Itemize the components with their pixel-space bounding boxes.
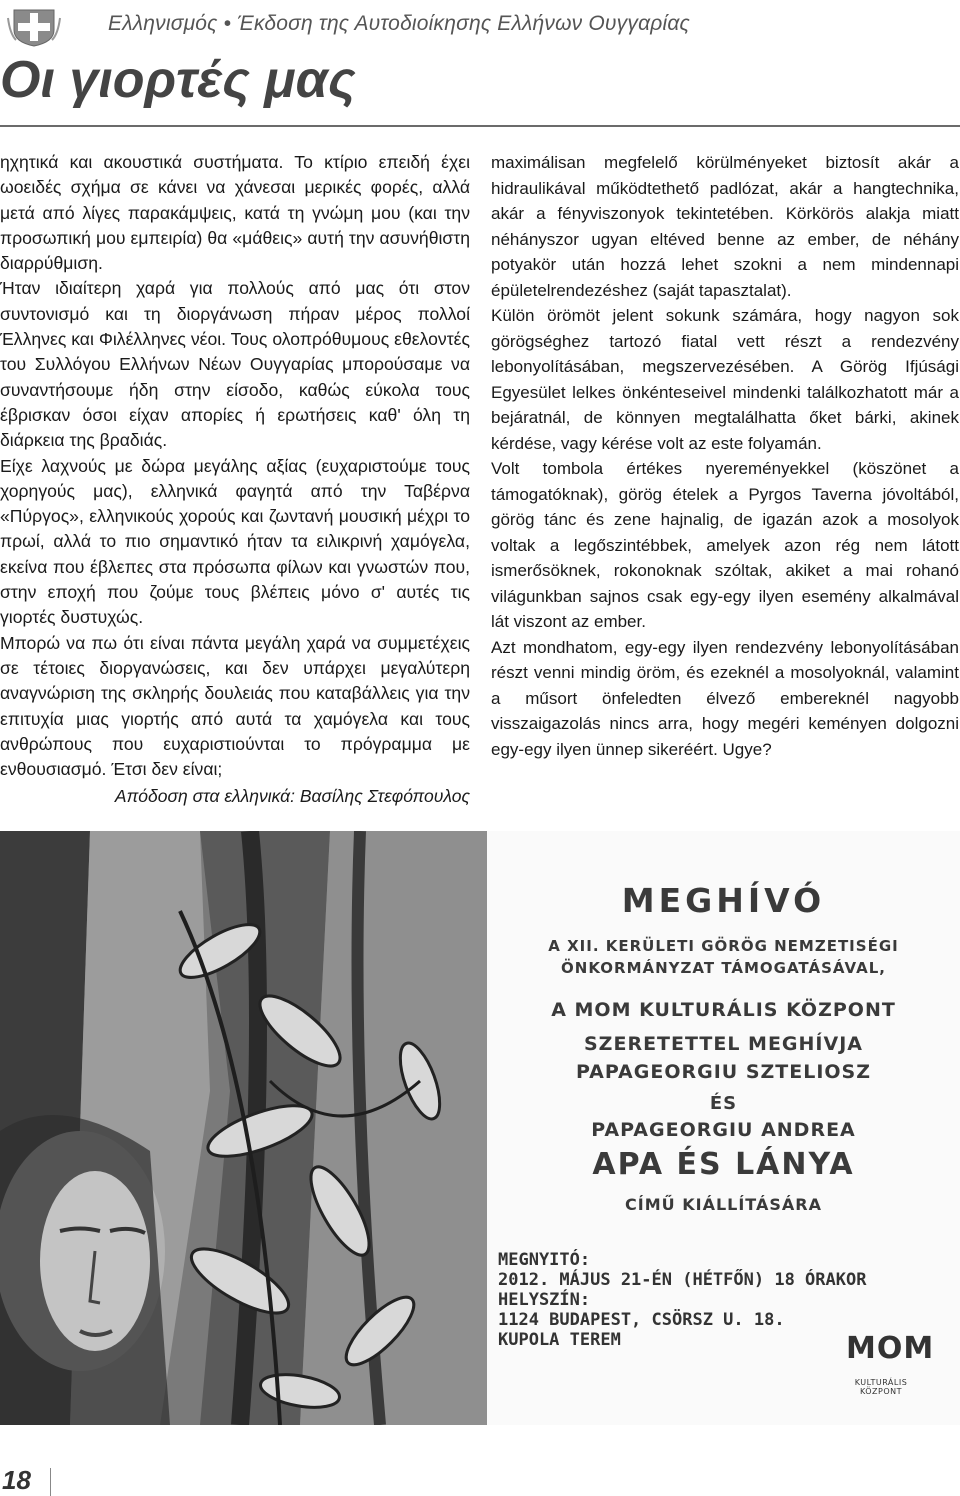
greek-paragraph-3: Είχε λαχνούς με δώρα μεγάλης αξίας (ευχαριστούμε τους χορηγούς μας), ελληνικά φαγητά από την Ταβέρνα «Πύργος», ελληνικούς χορούς και ζωντανή μουσική μέχρι το πρωί, αλλά το πιο σημαντικό ήταν τα ειλικρινή χαμόγελα, εκείνα που έβλεπες στα πρόσωπα φίλων και γνωστών που, στην εποχή που ζούμε τους βλέπεις μόνο σ' αυτές τις γιορτές δυστυχώς.: [0, 455, 470, 628]
hungarian-article-column: [491, 150, 959, 762]
invitation-line-8: APA ÉS LÁNYA: [592, 1147, 855, 1182]
mom-logo-sub-2: KÖZPONT: [859, 1387, 903, 1396]
opening-date: 2012. MÁJUS 21-ÉN (HÉTFŐN) 18 ÓRAKOR: [498, 1270, 867, 1290]
mom-logo: [846, 1331, 935, 1408]
invitation-line-9: CÍMŰ KIÁLLÍTÁSÁRA: [625, 1195, 822, 1214]
mom-logo-sub-1: KULTURÁLIS: [854, 1378, 908, 1387]
translation-credit: Απόδοση στα ελληνικά: Βασίλης Στεφόπουλος: [114, 786, 470, 806]
page-header: [0, 0, 960, 130]
footer-divider: [50, 1468, 51, 1496]
hungarian-paragraph-2: Külön örömöt jelent sokunk számára, hogy nagyon sok görögséghez tartozó fiatal vett részt a rendezvény lebonyolításában, megszervezésében. A Görög Ifjúsági Egyesület lelkes önkénteseivel mindenki találkozhatott már a bejáratnál, de könnyen megtalálhatta őket bárki, akinek kérdése, vagy kérése volt az este folyamán.: [491, 306, 959, 453]
invitation-line-4: SZERETETTEL MEGHÍVJA: [584, 1033, 863, 1055]
opening-label: MEGNYITÓ:: [498, 1250, 591, 1270]
greek-article-column: [0, 150, 470, 782]
page-number: 18: [2, 1465, 31, 1495]
section-title: Οι γιορτές μας: [0, 51, 356, 109]
venue-label: HELYSZÍN:: [498, 1290, 591, 1310]
venue-address: 1124 BUDAPEST, CSÖRSZ U. 18.: [498, 1310, 785, 1330]
invitation-title: MEGHÍVÓ: [621, 881, 826, 920]
greek-paragraph-1: ηχητικά και ακουστικά συστήματα. Το κτίριο επειδή έχει ωοειδές σχήμα σε κάνει να χάνεσαι μερικές φορές, αλλά μετά από λίγες παρακάμψεις, κατά τη γνώμη μου (και την προσωπική μου εμπειρία) θα «μάθεις» αυτή την ασυνήθιστη διαρρύθμιση.: [0, 152, 470, 274]
hungarian-paragraph-1: maximálisan megfelelő körülményeket biztosít akár a hidraulikával működtethető padlózat, akár a hangtechnika, akár a fényviszonyok tekintetében. Körkörös alakja miatt néhányszor ugyan eltéved benne az ember, de néhány potyakör után hozzá lehet szokni a nem mindennapi épületelrendezéshez (saját tapasztalat).: [491, 153, 959, 300]
invitation-line-6: ÉS: [709, 1093, 738, 1114]
hungarian-paragraph-3: Volt tombola értékes nyereményekkel (köszönet a támogatóknak), görög ételek a Pyrgos Taverna jóvoltából, görög tánc és zene hajnalig, de igazán azok a mosolyok voltak a legőszintébbek, amelyek azon rég nem látott ismerősöknek, rokonoknak szóltak, akiket a mai rohanó világunkban sajnos csak egy-egy ilyen esemény alkalmával lát viszont az ember.: [491, 459, 959, 631]
invitation-line-7: PAPAGEORGIU ANDREA: [591, 1119, 856, 1141]
portrait-painting-icon: [0, 831, 487, 1425]
invitation-line-3: A MOM KULTURÁLIS KÖZPONT: [551, 999, 896, 1021]
greek-paragraph-4: Μπορώ να πω ότι είναι πάντα μεγάλη χαρά να συμμετέχεις σε τέτοιες διοργανώσεις, και δεν υπάρχει μεγαλύτερη αναγνώριση της σκληρής δουλειάς που καταβάλλεις για την επιτυχία μιας γιορτής από αυτά τα χαμόγελα και τους ανθρώπους που ευχαριστιούνται το πρόγραμμα με ενθουσιασμό. Έτσι δεν είναι;: [0, 632, 470, 780]
header-divider: [0, 125, 960, 127]
greek-paragraph-2: Ήταν ιδιαίτερη χαρά για πολλούς από μας ότι στον συντονισμό και τη διοργάνωση πήραν μέρος πολλοί Έλληνες και Φιλέλληνες νέοι. Τους ολοπρόθυμους εθελοντές του Συλλόγου Ελλήνων Νέων Ουγγαρίας μπορούσαμε να συναντήσουμε ήδη στην είσοδο, καθώς εύκολα τους έβρισκαν όσοι είχαν απορίες ή ερωτήσεις καθ' όλη τη διάρκεια της βραδιάς.: [0, 278, 470, 451]
hungarian-paragraph-4: Azt mondhatom, egy-egy ilyen rendezvény lebonyolításában részt venni mindig öröm, és ezeknél a mosolyoknál, valamint a műsort önfeledten élvező embereknél nagyobb visszaigazolás nincs arra, hogy megéri keményen dolgozni egy-egy ilyen ünnep sikeréért. Ugye?: [491, 637, 959, 759]
invitation-line-2: ÖNKORMÁNYZAT TÁMOGATÁSÁVAL,: [561, 959, 886, 977]
magazine-title: Ελληνισμός • Έκδοση της Αυτοδιοίκησης Ελλήνων Ουγγαρίας: [108, 12, 690, 35]
mom-logo-mark: MOM: [846, 1331, 935, 1366]
venue-room: KUPOLA TEREM: [498, 1330, 621, 1350]
greek-cross-crest-icon: [6, 4, 62, 48]
invitation-line-5: PAPAGEORGIU SZTELIOSZ: [575, 1061, 872, 1083]
invitation-line-1: A XII. KERÜLETI GÖRÖG NEMZETISÉGI: [548, 937, 899, 955]
